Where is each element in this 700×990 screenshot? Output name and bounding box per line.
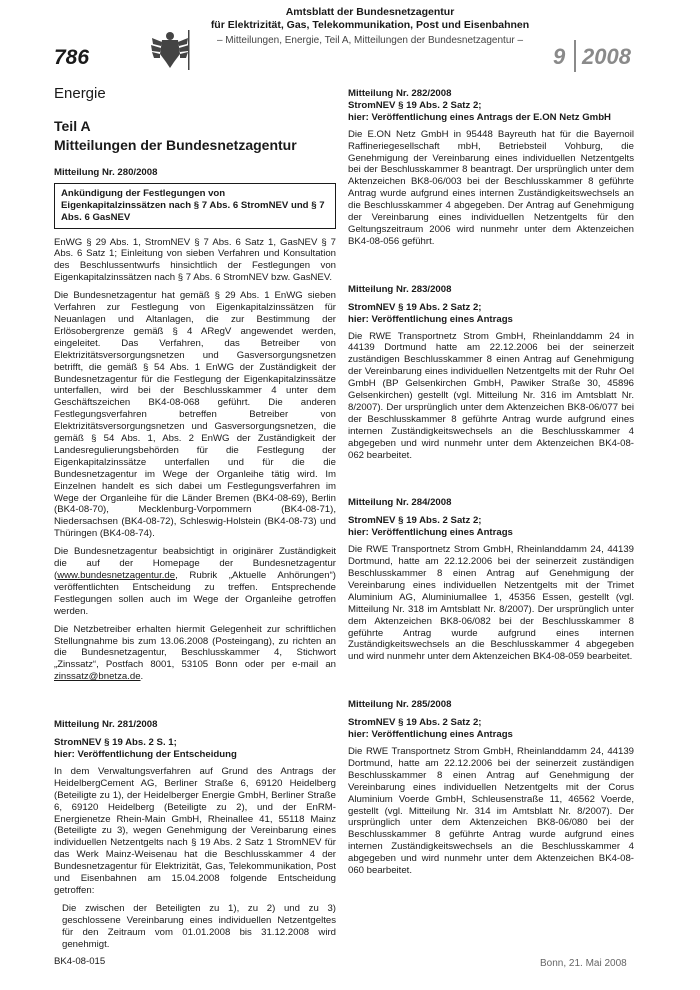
publisher-line-1: Amtsblatt der Bundesnetzagentur	[285, 6, 455, 18]
text-span: Die Bundesnetzagentur beabsichtigt in originärer Zuständigkeit die auf der Homepage der Bundesnetzagentur (	[54, 546, 336, 581]
subtitle-line-2: hier: Veröffentlichung der Entscheidung	[54, 748, 237, 760]
spacer	[348, 254, 634, 284]
notice-paragraph: Die Bundesnetzagentur hat gemäß § 29 Abs. 1 EnWG sieben Verfahren zur Festlegung von Eigenkapitalzinssätzen für Neuanlagen und Altanlagen, die zur Bestimmung der Erlösobergrenze gemäß § 4 ARegV angewendet werden, eingeleitet. Das Verfahren, das Betreiber von Elektrizitätsversorgungsnetzen und Gasversorgungsnetzen betrifft, die gemäß § 54 Abs. 1 EnWG der Zuständigkeit der Bundesnetzagentur für die Festlegung der Eigenkapitalzinssätze unterfallen, wird bei der Beschlusskammer 4 unter dem Geschäftszeichen BK4-08-068 geführt. Die anderen Festlegungsverfahren betreffen Betreiber von Elektrizitätsversorgungsnetzen und Gasversorgungsnetzen, die gemäß § 54 Abs. 1, Abs. 2 EnWG der Zuständigkeit der Landesregulierungsbehörden für die Festlegung der Eigenkapitalzinssätze unterfallen und für die die Bundesnetzagentur im Wege der Organleihe tätig wird. Im Einzelnen handelt es sich dabei um Festlegungsverfahren im Wege der Organleihe für die Länder Bremen (BK4-08-69), Berlin (BK4-08-70), Mecklenburg-Vorpommern (BK4-08-71), Niedersachsen (BK4-08-72), Schleswig-Holstein (BK4-08-73) und Thüringen (BK4-08-74).	[54, 290, 336, 540]
notice-285	[348, 699, 634, 877]
publication-header	[200, 6, 540, 48]
federal-eagle-icon	[150, 28, 190, 72]
notice-paragraph: Die E.ON Netz GmbH in 95448 Bayreuth hat für die Bayernoil Raffineriegesellschaft mbH, Betriebsteil Vohburg, die Genehmigung der Vereinbarung eines individuellen Netzentgelts bei der Beschlusskammer 8 beantragt. Der ursprünglich unter dem Aktenzeichen BK8-06/003 bei der Beschlusskammer 8 geführte Antrag wurde aufgrund eines internen Zuständigkeitswechsels an die Beschlusskammer 4 abgegeben. Der Antrag auf Genehmigung der Vereinbarung eines individuellen Netzentgelts für den Geltungszeitraum 2006 wird nunmehr unter dem Aktenzeichen BK4-08-056 geführt.	[348, 128, 634, 247]
subtitle-line-2: hier: Veröffentlichung eines Antrags	[348, 729, 513, 741]
notice-box-heading: Ankündigung der Festlegungen von Eigenkapitalzinssätzen nach § 7 Abs. 6 StromNEV und § 7 Abs. 6 GasNEV	[54, 183, 336, 229]
subtitle-line-2: hier: Veröffentlichung eines Antrags der E.ON Netz GmbH	[348, 111, 611, 123]
subtitle-line-1: StromNEV § 19 Abs. 2 Satz 2;	[348, 515, 482, 527]
subtitle-line-2: hier: Veröffentlichung eines Antrags	[348, 313, 513, 325]
notice-paragraph: In dem Verwaltungsverfahren auf Grund des Antrags der HeidelbergCement AG, Berliner Straße 6, 69120 Heidelberg (Beteiligte zu 1), der Heidelberger Energie GmbH, Berliner Straße 6, 69120 Heidelberg (Beteiligte zu 2), und der EnRM-Energienetze Rhein-Main GmbH, Rheinallee 41, 55118 Mainz (Beteiligte zu 3), wegen Genehmigung der Vereinbarung eines individuellen Netzentgelts nach § 19 Abs. 2 Satz 1 StromNEV für das Werk Mainz-Weisenau hat die Beschlusskammer 4 der Bundesnetzagentur für Elektrizität, Gas, Telekommunikation, Post und Eisenbahnen am 15.04.2008 folgende Entscheidung getroffen:	[54, 765, 336, 896]
footer-date: Bonn, 21. Mai 2008	[540, 958, 627, 969]
notice-title: Mitteilung Nr. 281/2008	[54, 719, 158, 731]
notice-subtitle	[348, 515, 634, 539]
part-heading	[54, 117, 336, 155]
notice-283	[348, 284, 634, 462]
notice-title: Mitteilung Nr. 280/2008	[54, 166, 158, 178]
spacer	[348, 669, 634, 699]
notice-paragraph: Die RWE Transportnetz Strom GmbH, Rheinlanddamm 24, 44139 Dortmund, hatte am 22.12.2006 bei der seinerzeit zuständigen Beschlusskammer 8 einen Antrag auf Genehmigung der Vereinbarung eines individuellen Netzentgelts mit der Trimet Aluminium AG, Aluminiumallee 1, 45356 Essen, gestellt (vgl. Mitteilung Nr. 318 im Amtsblatt Nr. 8/2007). Der ursprünglich unter dem Aktenzeichen BK8-06/082 bei der Beschlusskammer 8 geführte Antrag wurde aufgrund eines internen Zuständigkeitswechsels an die Beschlusskammer 4 abgegeben und wird nunmehr unter dem Aktenzeichen BK4-08-059 bearbeitet.	[348, 544, 634, 663]
notice-subtitle	[348, 100, 634, 124]
notice-title: Mitteilung Nr. 285/2008	[348, 699, 452, 711]
notice-284	[348, 497, 634, 663]
subtitle-line-1: StromNEV § 19 Abs. 2 S. 1;	[54, 737, 177, 749]
notice-paragraph	[54, 624, 336, 684]
part-heading-line-2: Mitteilungen der Bundesnetzagentur	[54, 136, 297, 153]
notice-title: Mitteilung Nr. 284/2008	[348, 497, 452, 509]
part-heading-line-1: Teil A	[54, 117, 91, 134]
notice-subtitle	[348, 302, 634, 326]
issue-year: 2008	[582, 44, 631, 69]
issue-divider	[574, 40, 576, 72]
page-number: 786	[54, 46, 90, 69]
right-column	[348, 88, 634, 883]
notice-decision: Die zwischen der Beteiligten zu 1), zu 2) und zu 3) geschlossene Vereinbarung eines individuellen Netzentgeltes für den Zeitraum vom 01.01.2008 bis 31.12.2008 wird genehmigt.	[62, 902, 336, 950]
notice-282	[348, 88, 634, 248]
reference-number: BK4-08-015	[54, 956, 106, 968]
spacer	[54, 689, 336, 719]
spacer	[348, 467, 634, 497]
issue-number: 9	[553, 44, 566, 69]
notice-280	[54, 167, 336, 683]
subtitle-line-1: StromNEV § 19 Abs. 2 Satz 2;	[348, 99, 482, 111]
notice-paragraph: EnWG § 29 Abs. 1, StromNEV § 7 Abs. 6 Satz 1, GasNEV § 7 Abs. 6 Satz 1; Einleitung von sieben Verfahren und Konsultation des Beschlussentwurfs hinsichtlich der Festlegungen von Eigenkapitalzinssätzen nach § 7 Abs. 6 StromNEV bzw. GasNEV.	[54, 236, 336, 284]
section-line: – Mitteilungen, Energie, Teil A, Mitteilungen der Bundesnetzagentur –	[216, 35, 524, 46]
notice-title: Mitteilung Nr. 283/2008	[348, 283, 452, 295]
notice-title: Mitteilung Nr. 282/2008	[348, 88, 452, 99]
notice-281	[54, 719, 336, 968]
text-span: , Rubrik „Aktuelle Anhörungen“) veröffentlichten Entscheidung zu treffen. Entsprechende Festlegungen sollen auch im Wege der Organleihe getroffen werden.	[54, 570, 336, 617]
notice-subtitle	[54, 737, 336, 761]
text-span: Die Netzbetreiber erhalten hiermit Gelegenheit zur schriftlichen Stellungnahme bis zum 13.06.2008 (Posteingang), zu richten an die Bundesnetzagentur, Beschlusskammer 4, Stichwort „Zinssatz“, Postfach 8001, 53105 Bonn oder per e-mail an	[54, 623, 336, 671]
text-span: .	[140, 671, 144, 683]
email-link[interactable]: zinssatz@bnetza.de	[54, 671, 141, 683]
subtitle-line-2: hier: Veröffentlichung eines Antrags	[348, 527, 513, 539]
notice-paragraph: Die RWE Transportnetz Strom GmbH, Rheinlanddamm 24, 44139 Dortmund, hatte am 22.12.2006 bei der seinerzeit zuständigen Beschlusskammer 8 einen Antrag auf Genehmigung der Vereinbarung eines individuellen Netzentgelts mit der Corus Aluminium Voerde GmbH, Schleusenstraße 11, 46562 Voerde, gestellt (vgl. Mitteilung Nr. 314 im Amtsblatt Nr. 8/2007). Der ursprünglich unter dem Aktenzeichen BK8-06/080 bei der Beschlusskammer 8 geführte Antrag wurde aufgrund eines internen Zuständigkeitswechsels an die Beschlusskammer 4 abgegeben und wird nunmehr unter dem Aktenzeichen BK4-08-060 bearbeitet.	[348, 745, 634, 877]
subtitle-line-1: StromNEV § 19 Abs. 2 Satz 2;	[348, 301, 482, 313]
notice-subtitle	[348, 717, 634, 741]
left-column	[54, 85, 336, 974]
section-title: Energie	[54, 85, 106, 102]
subtitle-line-1: StromNEV § 19 Abs. 2 Satz 2;	[348, 717, 482, 729]
notice-paragraph: Die RWE Transportnetz Strom GmbH, Rheinlanddamm 24 in 44139 Dortmund hatte am 22.12.2006 bei der seinerzeit zuständigen Beschlusskammer 8 einen Antrag auf Genehmigung der Vereinbarung eines individuellen Netzentgelts mit der Ruhr Oel GmbH (BP Gelsenkirchen GmbH, Pawiker Straße 30, 45896 Gelsenkirchen) gestellt (vgl. Mitteilung Nr. 316 im Amtsblatt Nr. 8/2007). Der ursprünglich unter dem Aktenzeichen BK8-06/077 bei der Beschlusskammer 8 geführte Antrag wurde aufgrund eines internen Zuständigkeitswechsels an die Beschlusskammer 4 abgegeben und wird nunmehr unter dem Aktenzeichen BK4-08-062 bearbeitet.	[348, 330, 634, 461]
publisher-line-2: für Elektrizität, Gas, Telekommunikation, Post und Eisenbahnen	[210, 19, 530, 31]
notice-paragraph	[54, 546, 336, 617]
homepage-link[interactable]: www.bundesnetzagentur.de	[57, 570, 176, 581]
